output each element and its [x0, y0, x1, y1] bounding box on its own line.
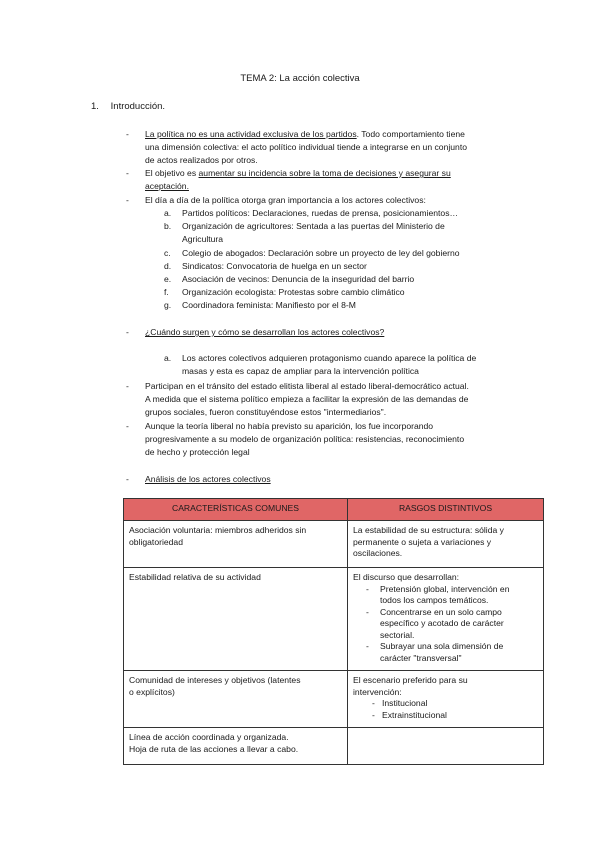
- table-cell: [124, 671, 348, 728]
- list-letter: a.: [164, 353, 172, 363]
- subheading: [145, 473, 525, 486]
- bullet-dash: -: [126, 381, 129, 391]
- cell-line: Extrainstitucional: [382, 709, 447, 720]
- list-item: [0, 286, 600, 299]
- underlined-text: Análisis de los actores colectivos: [145, 474, 271, 484]
- list-text: Agricultura: [182, 234, 224, 244]
- underlined-text: aumentar su incidencia sobre la toma de decisiones y asegurar su: [198, 168, 451, 178]
- underlined-text: La política no es una actividad exclusiva de los partidos: [145, 129, 357, 139]
- list-item: [353, 710, 538, 722]
- table-cell: [348, 521, 544, 568]
- bullet-paragraph: [145, 167, 525, 193]
- list-item: [0, 273, 600, 286]
- list-item: [0, 207, 600, 220]
- cell-line: permanente o sujeta a variaciones y: [353, 536, 492, 547]
- text-line: Participan en el tránsito del estado elitista liberal al estado liberal-democrático actual.: [145, 381, 469, 391]
- cell-line: Estabilidad relativa de su actividad: [129, 572, 261, 582]
- bullet-paragraph: [145, 380, 535, 419]
- section-heading: [91, 101, 165, 112]
- list-item: [353, 698, 538, 710]
- list-item: [0, 247, 600, 260]
- list-item: [353, 641, 538, 664]
- list-item: [0, 299, 600, 312]
- text-line: progresivamente a su modelo de organización política: resistencias, reconocimiento: [145, 434, 465, 444]
- bullet-paragraph: [145, 128, 525, 167]
- text-line: A medida que el sistema político empieza a facilitar la expresión de las demandas de: [145, 394, 469, 404]
- table-cell: [348, 671, 544, 728]
- list-text: Colegio de abogados: Declaración sobre un proyecto de ley del gobierno: [182, 248, 460, 258]
- bullet-dash: -: [126, 327, 129, 337]
- cell-line: todos los campos temáticos.: [380, 595, 489, 605]
- list-letter: e.: [164, 274, 172, 284]
- list-item: [353, 584, 538, 607]
- cell-line: obligatoriedad: [129, 536, 183, 547]
- cell-line: Línea de acción coordinada y organizada.: [129, 732, 289, 742]
- list-text: Coordinadora feminista: Manifiesto por el 8-M: [182, 300, 356, 310]
- bullet-dash: -: [126, 168, 129, 178]
- list-letter: c.: [164, 248, 171, 258]
- section-number: 1.: [91, 101, 99, 112]
- text-span: El objetivo es: [145, 168, 199, 178]
- bullet-dash: -: [126, 195, 129, 205]
- actors-table: [123, 498, 544, 765]
- table-row: [124, 671, 544, 728]
- bullet-dash: -: [126, 474, 129, 484]
- table-cell: [124, 568, 348, 671]
- table-row: [124, 568, 544, 671]
- list-letter: f.: [164, 287, 169, 297]
- table-cell: [124, 521, 348, 568]
- table-row: [124, 728, 544, 765]
- list-text: Organización ecologista: Protestas sobre cambio climático: [182, 287, 405, 297]
- list-text: Sindicatos: Convocatoria de huelga en un sector: [182, 261, 367, 271]
- list-item: [0, 352, 600, 378]
- cell-line: La estabilidad de su estructura: sólida y: [353, 525, 504, 535]
- bullet-dash: -: [372, 698, 375, 708]
- section-label: Introducción.: [110, 101, 166, 112]
- underlined-text: aceptación.: [145, 181, 189, 191]
- bullet-dash: -: [372, 709, 375, 720]
- table-header: CARACTERÍSTICAS COMUNES: [124, 499, 348, 521]
- cell-line: Asociación voluntaria: miembros adheridos sin: [129, 525, 307, 535]
- cell-line: Comunidad de intereses y objetivos (latentes: [129, 675, 301, 685]
- text-line: de actos realizados por otros.: [145, 155, 258, 165]
- table-cell: [348, 568, 544, 671]
- list-text: Asociación de vecinos: Denuncia de la inseguridad del barrio: [182, 274, 415, 284]
- cell-line: carácter "transversal": [380, 652, 462, 663]
- cell-line: Hoja de ruta de las acciones a llevar a cabo.: [129, 743, 299, 754]
- cell-line: sectorial.: [380, 629, 415, 640]
- table-header-row: [124, 499, 544, 521]
- cell-line: específico y acotado de carácter: [380, 618, 504, 628]
- cell-list: [353, 584, 538, 665]
- bullet-paragraph: El día a día de la política otorga gran importancia a los actores colectivos:: [145, 195, 426, 205]
- list-letter: a.: [164, 208, 172, 218]
- table-cell: [348, 728, 544, 765]
- list-letter: g.: [164, 300, 172, 310]
- cell-line: Concentrarse en un solo campo: [380, 606, 502, 617]
- cell-line: o explícitos): [129, 686, 175, 697]
- table-cell: [124, 728, 348, 765]
- list-letter: d.: [164, 261, 172, 271]
- cell-line: Subrayar una sola dimensión de: [380, 641, 504, 651]
- text-span: . Todo comportamiento tiene: [356, 129, 465, 139]
- cell-list: [353, 698, 538, 721]
- list-text: masas y esta es capaz de ampliar para la intervención política: [182, 366, 419, 376]
- list-item: [353, 607, 538, 642]
- list-item: [0, 260, 600, 273]
- table-row: [124, 521, 544, 568]
- cell-line: Pretensión global, intervención en: [380, 583, 510, 594]
- cell-line: intervención:: [353, 686, 402, 697]
- bullet-dash: -: [366, 583, 369, 594]
- bullet-dash: -: [126, 129, 129, 139]
- cell-line: El discurso que desarrollan:: [353, 572, 460, 582]
- bullet-dash: -: [126, 421, 129, 431]
- cell-line: El escenario preferido para su: [353, 675, 468, 685]
- list-text: Los actores colectivos adquieren protagonismo cuando aparece la política de: [182, 353, 477, 363]
- list-letter: b.: [164, 221, 172, 231]
- text-line: una dimensión colectiva: el acto político individual tiende a integrarse en un conjunto: [145, 142, 467, 152]
- bullet-dash: -: [366, 641, 369, 651]
- text-line: de hecho y protección legal: [145, 447, 250, 457]
- list-text: Partidos políticos: Declaraciones, ruedas de prensa, posicionamientos…: [182, 208, 459, 218]
- list-item: [0, 220, 600, 246]
- bullet-dash: -: [366, 606, 369, 617]
- text-line: Aunque la teoría liberal no había previsto su aparición, los fue incorporando: [145, 421, 434, 431]
- table-header: RASGOS DISTINTIVOS: [348, 499, 544, 521]
- cell-line: Institucional: [382, 698, 428, 708]
- text-line: grupos sociales, fueron constituyéndose estos "intermediarios".: [145, 407, 387, 417]
- list-text: Organización de agricultores: Sentada a las puertas del Ministerio de: [182, 221, 445, 231]
- document-title: TEMA 2: La acción colectiva: [240, 73, 360, 84]
- cell-line: oscilaciones.: [353, 548, 403, 558]
- underlined-text: ¿Cuándo surgen y cómo se desarrollan los actores colectivos?: [145, 327, 385, 337]
- subheading: [145, 326, 525, 339]
- bullet-paragraph: [145, 420, 535, 459]
